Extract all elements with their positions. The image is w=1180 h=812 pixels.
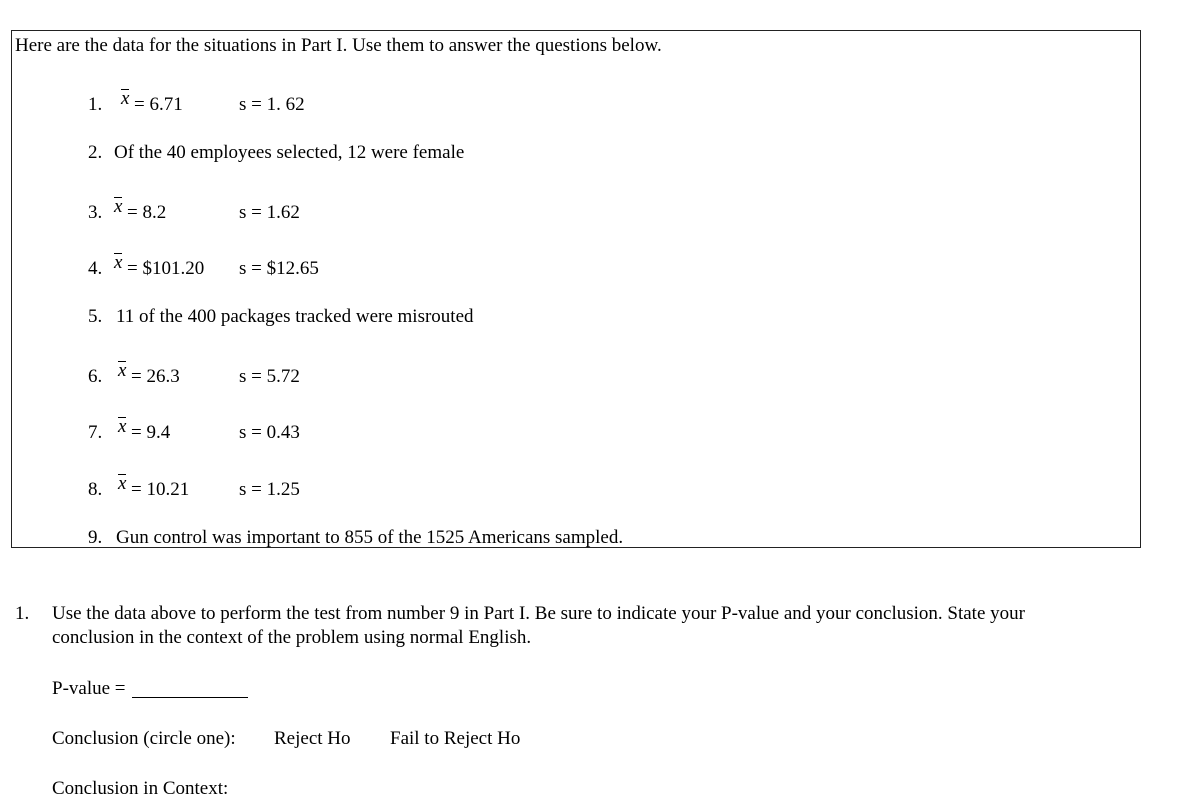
xbar-value: = $101.20 (127, 258, 205, 279)
xbar-value: = 6.71 (134, 94, 183, 115)
item-number: 2. (88, 142, 103, 163)
xbar-value: = 10.21 (131, 479, 190, 500)
item-number: 8. (88, 479, 103, 500)
xbar-symbol: x (121, 88, 130, 109)
xbar-symbol: x (114, 252, 123, 273)
xbar-symbol: x (118, 416, 127, 437)
question-line-1: Use the data above to perform the test from number 9 in Part I. Be sure to indicate your P-value and your conclusion. State your (52, 603, 1025, 624)
reject-ho-option[interactable]: Reject Ho (274, 728, 351, 749)
item-number: 9. (88, 527, 103, 548)
conclusion-label: Conclusion (circle one): (52, 728, 236, 749)
item-number: 1. (88, 94, 103, 115)
item-text: 11 of the 400 packages tracked were misrouted (116, 306, 474, 327)
context-label: Conclusion in Context: (52, 778, 229, 799)
pvalue-blank[interactable] (132, 679, 248, 698)
item-number: 7. (88, 422, 103, 443)
item-number: 4. (88, 258, 103, 279)
xbar-symbol: x (118, 473, 127, 494)
item-number: 6. (88, 366, 103, 387)
intro-text: Here are the data for the situations in Part I. Use them to answer the questions below. (15, 35, 662, 56)
s-value: s = 5.72 (239, 366, 300, 387)
item-text: Gun control was important to 855 of the 1525 Americans sampled. (116, 527, 624, 548)
s-value: s = 1. 62 (239, 94, 305, 115)
question-line-2: conclusion in the context of the problem using normal English. (52, 627, 532, 648)
xbar-value: = 9.4 (131, 422, 171, 443)
pvalue-row (52, 679, 248, 698)
question-number: 1. (15, 603, 30, 624)
s-value: s = 1.62 (239, 202, 300, 223)
fail-to-reject-ho-option[interactable]: Fail to Reject Ho (390, 728, 521, 749)
item-number: 3. (88, 202, 103, 223)
xbar-value: = 8.2 (127, 202, 167, 223)
xbar-value: = 26.3 (131, 366, 180, 387)
xbar-symbol: x (114, 196, 123, 217)
s-value: s = $12.65 (239, 258, 319, 279)
item-number: 5. (88, 306, 103, 327)
xbar-symbol: x (118, 360, 127, 381)
item-text: Of the 40 employees selected, 12 were female (114, 142, 465, 163)
s-value: s = 1.25 (239, 479, 300, 500)
s-value: s = 0.43 (239, 422, 300, 443)
pvalue-label: P-value = (52, 678, 126, 699)
